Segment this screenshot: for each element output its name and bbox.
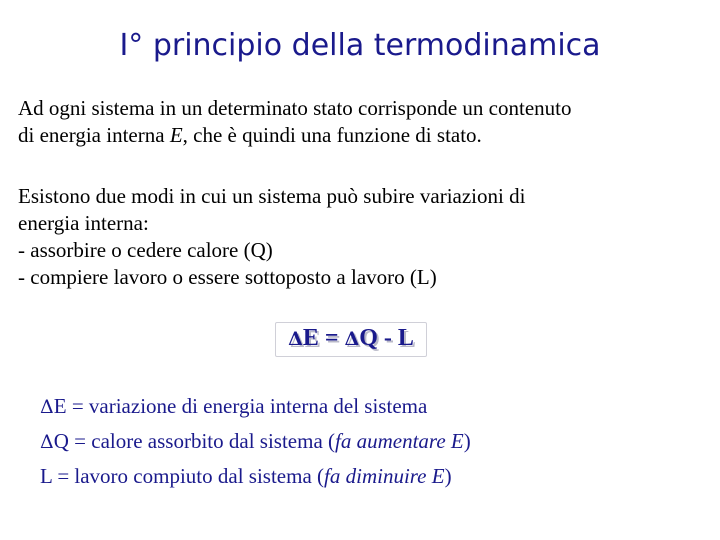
delta-symbol: Δ [40, 396, 54, 418]
definition-note: fa diminuire E [324, 464, 445, 488]
slide-title: I° principio della termodinamica [119, 28, 601, 63]
paragraph-line [18, 122, 708, 149]
paragraph-line: Esistono due modi in cui un sistema può subire variazioni di [18, 184, 526, 208]
formula-term-e: E = [302, 325, 345, 351]
paragraph-line: energia interna: [18, 211, 149, 235]
energy-symbol: E [169, 123, 183, 147]
definition-delta-q [40, 424, 700, 459]
definition-delta-e [40, 389, 700, 424]
definitions-list [40, 389, 700, 493]
definition-variable: Q [53, 429, 69, 453]
delta-symbol: Δ [40, 431, 54, 453]
text-segment: di energia interna [18, 123, 170, 147]
list-item-work: - compiere lavoro o essere sottoposto a lavoro (L) [18, 265, 437, 289]
paragraph-variation-modes [18, 183, 708, 291]
paragraph-internal-energy [18, 95, 708, 149]
definition-text: = calore assorbito dal sistema ( [68, 429, 336, 453]
delta-symbol: Δ [344, 328, 360, 350]
text-segment: , che è quindi una funzione di stato. [182, 123, 482, 147]
definition-l [40, 459, 700, 493]
definition-text: = lavoro compiuto dal sistema ( [52, 464, 325, 488]
first-law-formula [271, 320, 431, 358]
definition-variable: E [53, 394, 67, 418]
formula-term-q-l: Q - L [359, 325, 414, 351]
paragraph-line: Ad ogni sistema in un determinato stato corrisponde un contenuto [18, 96, 572, 120]
definition-variable: L [40, 464, 53, 488]
definition-tail: ) [463, 429, 471, 453]
list-item-heat: - assorbire o cedere calore (Q) [18, 238, 273, 262]
definition-tail: ) [444, 464, 452, 488]
definition-text: = variazione di energia interna del sistema [66, 394, 428, 418]
delta-symbol: Δ [288, 328, 303, 350]
definition-note: fa aumentare E [335, 429, 464, 453]
